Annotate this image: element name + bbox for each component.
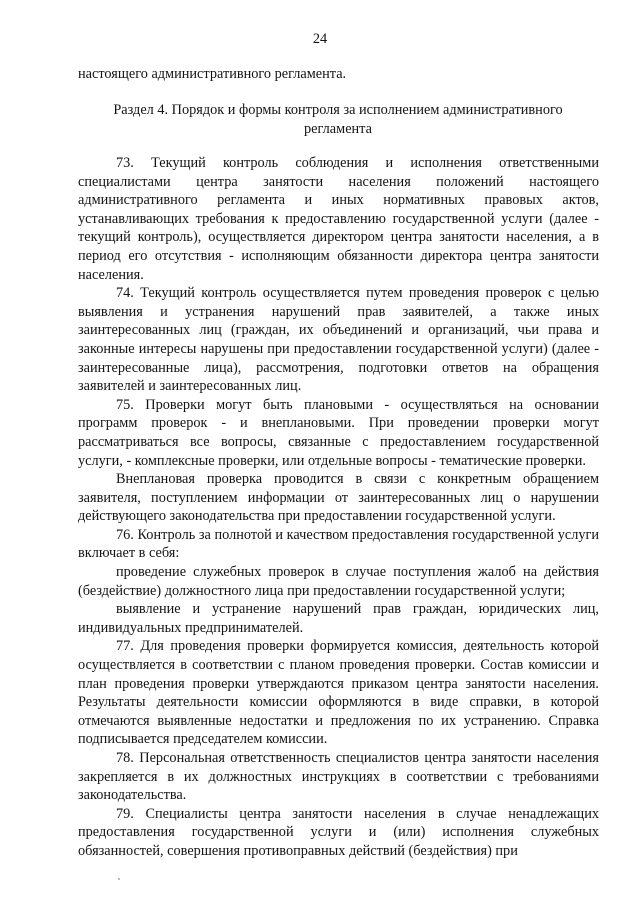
continuation-line: настоящего административного регламента. (78, 66, 347, 82)
document-body (78, 154, 599, 861)
paragraph-74: 74. Текущий контроль осуществляется путем проведения проверок с целью выявления и устранения нарушений прав заявителей, а также иных заинтересованных лиц (граждан, их объединений и организаций, чьи права и законные интересы нарушены при предоставлении государственной услуги) (далее - заинтересованные лица), рассмотрения, подготовки ответов на обращения заявителей и заинтересованных лиц. (78, 285, 599, 395)
paragraph-76: 76. Контроль за полнотой и качеством предоставления государственной услуги включает в себя: (78, 526, 599, 562)
section-heading-line-2: регламента (304, 120, 372, 137)
paragraph-79: 79. Специалисты центра занятости населения в случае ненадлежащих предоставления государственной услуги и (или) исполнения служебных обязанностей, совершения противоправных действий (бездействия) при (78, 805, 599, 859)
paragraph-76-item-2: выявление и устранение нарушений прав граждан, юридических лиц, индивидуальных предпринимателей. (78, 601, 599, 636)
paragraph-78: 78. Персональная ответственность специалистов центра занятости населения закрепляется в их должностных инструкциях в соответствии с требованиями законодательства. (78, 750, 599, 804)
paragraph-77: 77. Для проведения проверки формируется комиссия, деятельность которой осуществляется в соответствии с планом проведения проверки. Состав комиссии и план проведения проверки утверждаются приказом центра занятости населения. Результаты деятельности комиссии оформляются в виде справки, в которой отмечаются выявленные недостатки и предложения по их устранению. Справка подписывается председателем комиссии. (78, 638, 599, 748)
section-heading (78, 101, 598, 138)
section-heading-line-1: Раздел 4. Порядок и формы контроля за исполнением административного (113, 102, 563, 118)
paragraph-73: 73. Текущий контроль соблюдения и исполнения ответственными специалистами центра занятости населения положений настоящего административного регламента и иных нормативных правовых актов, устанавливающих требования к предоставлению государственной услуги (далее - текущий контроль), осуществляется директором центра занятости населения, а в период его отсутствия - исполняющим обязанности директора центра занятости населения. (78, 155, 599, 283)
paragraph-76-item-1: проведение служебных проверок в случае поступления жалоб на действия (бездействие) должностного лица при предоставлении государственной услуги; (78, 564, 599, 599)
page-number: 24 (312, 31, 328, 47)
paragraph-75: 75. Проверки могут быть плановыми - осуществляться на основании программ проверок - и внеплановыми. При проведении проверки могут рассматриваться все вопросы, связанные с предоставлением государственной услуги, - комплексные проверки, или отдельные вопросы - тематические проверки. (78, 396, 599, 469)
paragraph-75-unscheduled: Внеплановая проверка проводится в связи с конкретным обращением заявителя, поступлением информации от заинтересованных лиц о нарушении действующего законодательства при предоставлении государственной услуги. (78, 471, 599, 525)
scan-speck (118, 878, 120, 880)
